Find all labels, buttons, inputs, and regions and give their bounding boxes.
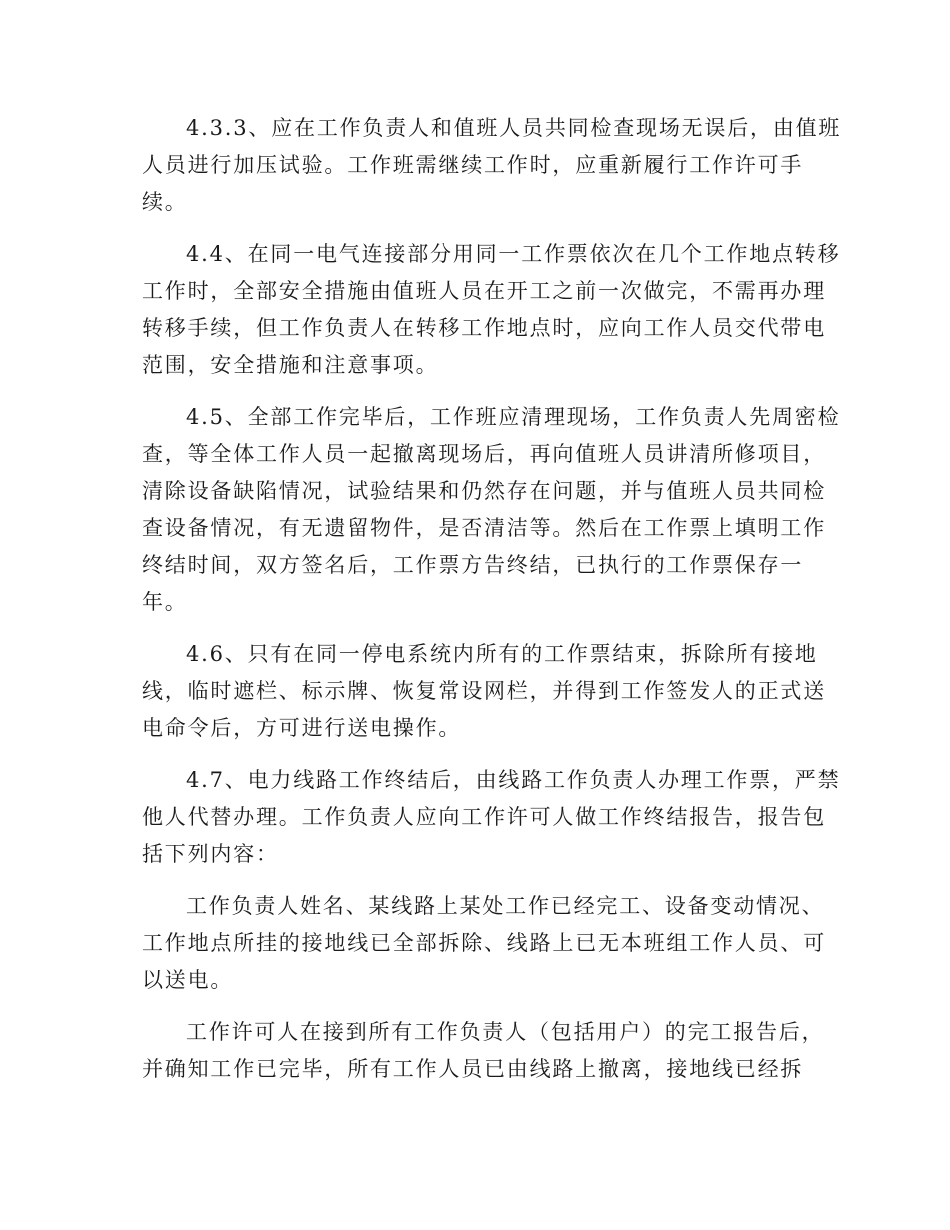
text-line: 工作时，全部安全措施由值班人员在开工之前一次做完，不需再办理 xyxy=(142,279,826,303)
text-line: 年。 xyxy=(142,590,188,614)
text-line: 以送电。 xyxy=(142,968,234,992)
text-line: 线，临时遮栏、标示牌、恢复常设网栏，并得到工作签发人的正式送 xyxy=(142,679,826,703)
text-line: 转移手续，但工作负责人在转移工作地点时，应向工作人员交代带电 xyxy=(142,316,826,340)
text-line: 续。 xyxy=(142,190,188,214)
text-line: 4.4、在同一电气连接部分用同一工作票依次在几个工作地点转移 xyxy=(186,242,841,266)
text-line: 查设备情况，有无遗留物件，是否清洁等。然后在工作票上填明工作 xyxy=(142,516,826,540)
text-line: 工作负责人姓名、某线路上某处工作已经完工、设备变动情况、 xyxy=(186,894,825,918)
text-line: 4.5、全部工作完毕后，工作班应清理现场，工作负责人先周密检 xyxy=(186,405,841,429)
text-line: 他人代替办理。工作负责人应向工作许可人做工作终结报告，报告包 xyxy=(142,805,826,829)
text-line: 4.7、电力线路工作终结后，由线路工作负责人办理工作票，严禁 xyxy=(186,768,841,792)
text-line: 括下列内容： xyxy=(142,842,279,866)
text-line: 人员进行加压试验。工作班需继续工作时，应重新履行工作许可手 xyxy=(142,153,804,177)
text-line: 工作地点所挂的接地线已全部拆除、线路上已无本班组工作人员、可 xyxy=(142,931,826,955)
text-line: 工作许可人在接到所有工作负责人（包括用户）的完工报告后， xyxy=(186,1020,825,1044)
text-line: 范围，安全措施和注意事项。 xyxy=(142,353,439,377)
text-line: 查，等全体工作人员一起撤离现场后，再向值班人员讲清所修项目， xyxy=(142,442,826,466)
text-line: 4.6、只有在同一停电系统内所有的工作票结束，拆除所有接地 xyxy=(186,642,818,666)
text-line: 电命令后，方可进行送电操作。 xyxy=(142,716,462,740)
text-line: 4.3.3、应在工作负责人和值班人员共同检查现场无误后，由值班 xyxy=(186,116,842,140)
text-line: 并确知工作已完毕，所有工作人员已由线路上撤离，接地线已经拆 xyxy=(142,1057,804,1081)
text-line: 终结时间，双方签名后，工作票方告终结，已执行的工作票保存一 xyxy=(142,553,804,577)
text-line: 清除设备缺陷情况，试验结果和仍然存在问题，并与值班人员共同检 xyxy=(142,479,826,503)
